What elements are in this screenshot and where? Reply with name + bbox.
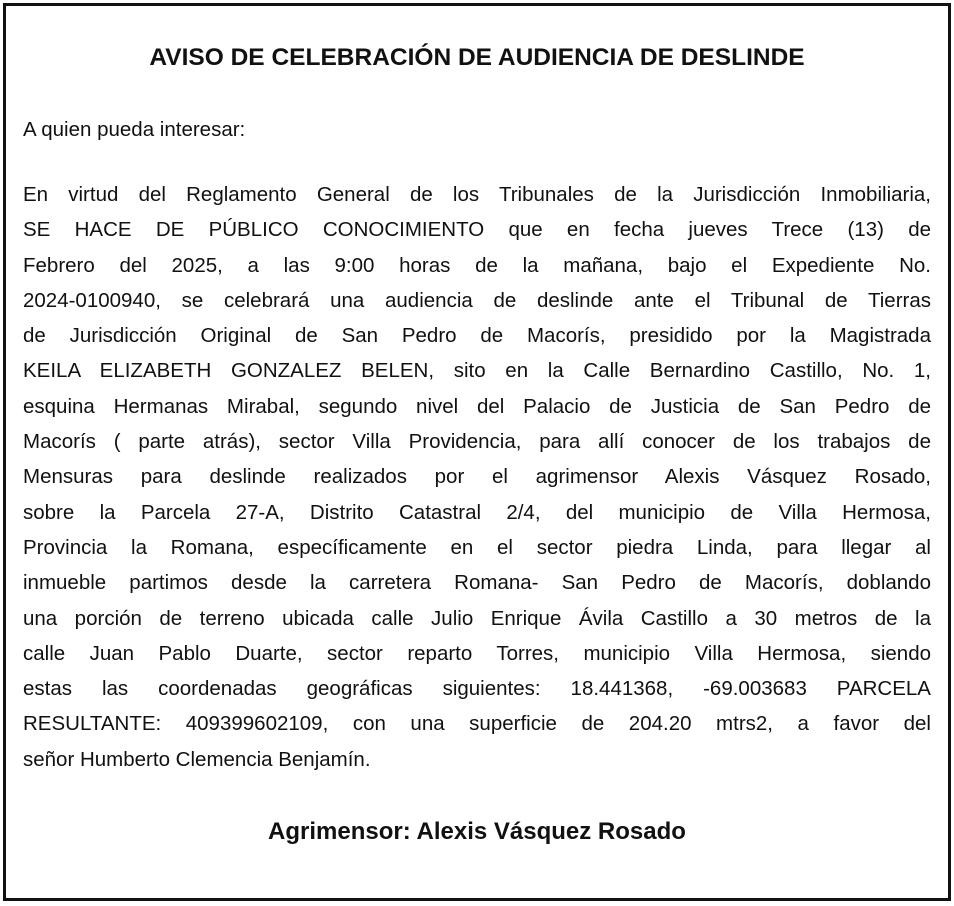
body-line: sobre la Parcela 27-A, Distrito Catastral 2/4, del municipio de Villa Hermosa, (23, 500, 931, 524)
body-line: esquina Hermanas Mirabal, segundo nivel del Palacio de Justicia de San Pedro de (23, 394, 931, 418)
signature: Agrimensor: Alexis Vásquez Rosado (268, 818, 686, 845)
body-line: una porción de terreno ubicada calle Julio Enrique Ávila Castillo a 30 metros de la (23, 606, 931, 630)
body-line: de Jurisdicción Original de San Pedro de Macorís, presidido por la Magistrada (23, 324, 931, 348)
body-line: KEILA ELIZABETH GONZALEZ BELEN, sito en la Calle Bernardino Castillo, No. 1, (23, 359, 931, 383)
notice-title: AVISO DE CELEBRACIÓN DE AUDIENCIA DE DESLINDE (149, 44, 805, 71)
body-line: Mensuras para deslinde realizados por el agrimensor Alexis Vásquez Rosado, (23, 465, 931, 489)
notice-body (23, 177, 931, 777)
salutation: A quien pueda interesar: (23, 118, 246, 141)
body-line: Febrero del 2025, a las 9:00 horas de la mañana, bajo el Expediente No. (23, 253, 931, 277)
body-line: señor Humberto Clemencia Benjamín. (23, 747, 371, 771)
notice-frame (3, 3, 951, 901)
body-line: RESULTANTE: 409399602109, con una superficie de 204.20 mtrs2, a favor del (23, 712, 931, 736)
body-line: inmueble partimos desde la carretera Romana- San Pedro de Macorís, doblando (23, 571, 931, 595)
body-line: estas las coordenadas geográficas siguientes: 18.441368, -69.003683 PARCELA (23, 677, 931, 701)
body-line: calle Juan Pablo Duarte, sector reparto Torres, municipio Villa Hermosa, siendo (23, 641, 931, 665)
body-line: SE HACE DE PÚBLICO CONOCIMIENTO que en fecha jueves Trece (13) de (23, 218, 931, 242)
body-line: En virtud del Reglamento General de los Tribunales de la Jurisdicción Inmobiliaria, (23, 183, 931, 206)
body-line: Macorís ( parte atrás), sector Villa Providencia, para allí conocer de los trabajos de (23, 430, 931, 454)
body-line: 2024-0100940, se celebrará una audiencia de deslinde ante el Tribunal de Tierras (23, 288, 931, 312)
body-line: Provincia la Romana, específicamente en el sector piedra Linda, para llegar al (23, 535, 931, 559)
